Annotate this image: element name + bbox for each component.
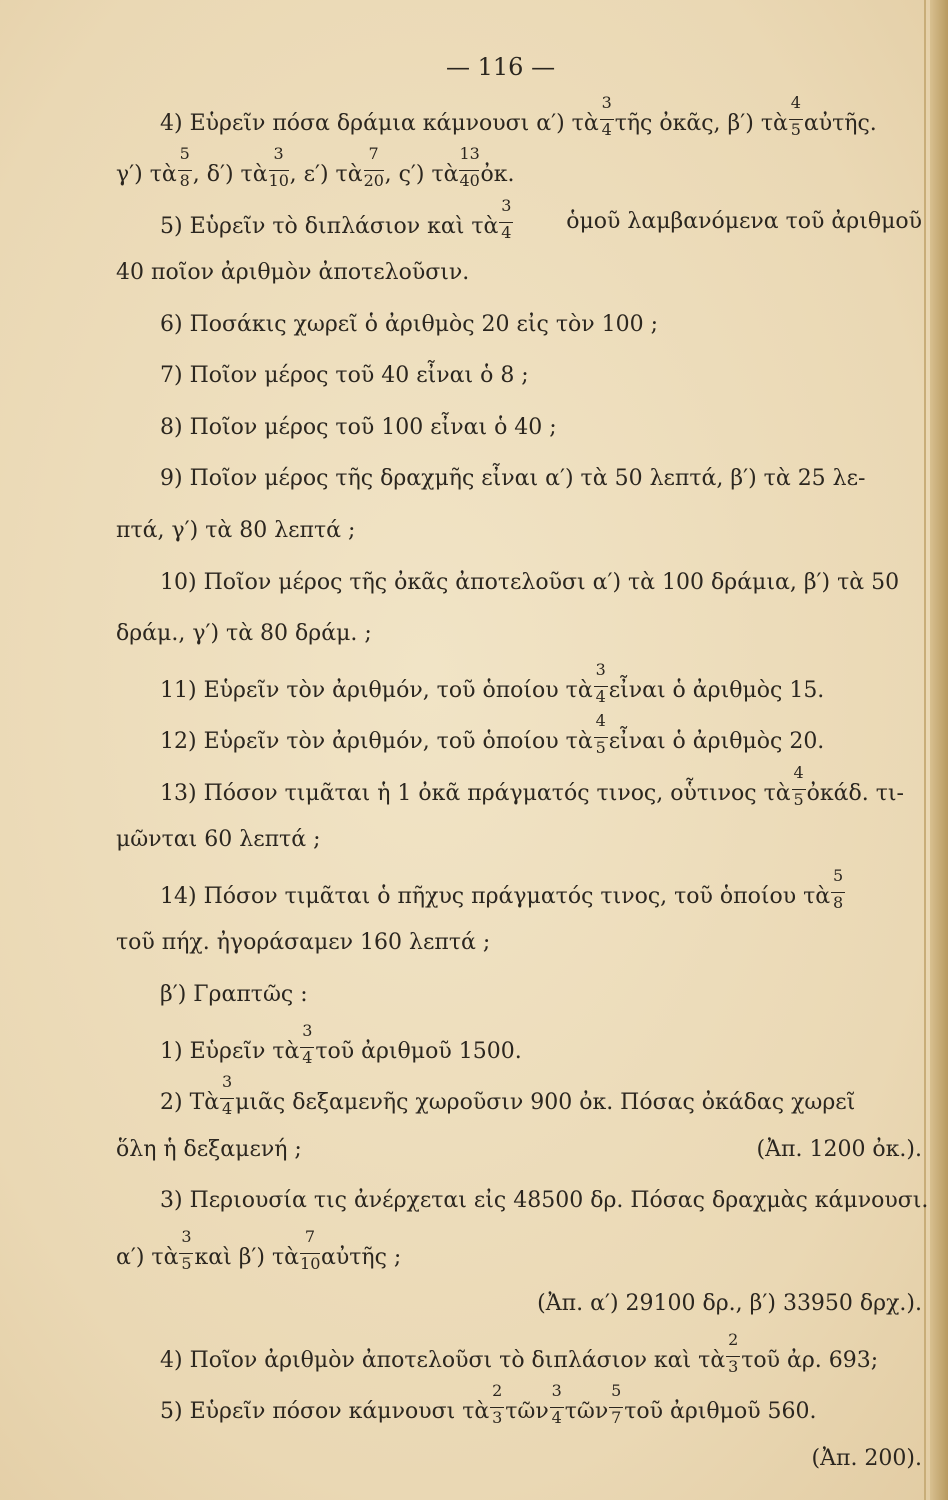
- fraction-2-3: $\frac{2}{3}$: [728, 1330, 739, 1376]
- page-edge-line: [924, 0, 926, 1500]
- fraction-2-3: $\frac{2}{3}$: [492, 1381, 503, 1427]
- text: τῶν: [505, 1399, 549, 1424]
- answer: (Ἀπ. α′) 29100 δρ., β′) 33950 δρχ.).: [537, 1291, 922, 1316]
- fraction-3-4: $\frac{3}{4}$: [595, 660, 606, 706]
- section-heading-written: β′) Γραπτῶς :: [160, 982, 308, 1007]
- text: α′) τὰ: [116, 1245, 179, 1270]
- text: ὁμοῦ λαμβανόμενα τοῦ ἀριθμοῦ: [566, 209, 922, 234]
- exercise-10-line-1: 10) Ποῖον μέρος τῆς ὀκᾶς ἀποτελοῦσι α′) τὰ 100 δράμια, β′) τὰ 50: [160, 570, 900, 595]
- written-exercise-3-line-1: 3) Περιουσία τις ἀνέρχεται εἰς 48500 δρ. Πόσας δραχμὰς κάμνουσι.: [160, 1188, 929, 1213]
- exercise-9-line-1: 9) Ποῖον μέρος τῆς δραχμῆς εἶναι α′) τὰ 50 λεπτά, β′) τὰ 25 λε-: [160, 466, 866, 491]
- fraction-5-8: $\frac{5}{8}$: [179, 144, 190, 190]
- fraction-5-7: $\frac{5}{7}$: [611, 1381, 622, 1427]
- text: τοῦ ἀριθμοῦ 560.: [624, 1399, 817, 1424]
- written-exercise-3-line-2: [116, 1227, 402, 1273]
- exercise-14-line-1: [160, 866, 846, 912]
- text: μιᾶς δεξαμενῆς χωροῦσιν 900 ὀκ. Πόσας ὀκάδας χωρεῖ: [235, 1090, 856, 1115]
- text: αὐτῆς ;: [321, 1245, 402, 1270]
- fraction-4-5: $\frac{4}{5}$: [793, 763, 804, 809]
- text: γ′) τὰ: [116, 162, 177, 187]
- exercise-6: 6) Ποσάκις χωρεῖ ὁ ἀριθμὸς 20 εἰς τὸν 100 ;: [160, 312, 659, 337]
- text: αὐτῆς.: [803, 111, 877, 136]
- fraction-3-4: $\frac{3}{4}$: [222, 1072, 233, 1118]
- fraction-3-5: $\frac{3}{5}$: [181, 1227, 192, 1273]
- fraction-7-20: $\frac{7}{20}$: [363, 144, 384, 190]
- page-edge: [930, 0, 948, 1500]
- exercise-14-line-2: τοῦ πήχ. ἠγοράσαμεν 160 λεπτά ;: [116, 930, 491, 955]
- fraction-3-4: $\frac{3}{4}$: [302, 1021, 313, 1067]
- fraction-4-5: $\frac{4}{5}$: [595, 711, 606, 757]
- text: 5) Εὑρεῖν τὸ διπλάσιον καὶ τὰ: [160, 214, 499, 239]
- written-exercise-4: [160, 1330, 879, 1376]
- fraction-13-40: $\frac{13}{40}$: [459, 144, 480, 190]
- text: ὅλη ἡ δεξαμενή ;: [116, 1137, 302, 1162]
- fraction-5-8: $\frac{5}{8}$: [833, 866, 844, 912]
- fraction-3-4: $\frac{3}{4}$: [551, 1381, 562, 1427]
- text: , ε′) τὰ: [289, 162, 363, 187]
- fraction-4-5: $\frac{4}{5}$: [790, 93, 801, 139]
- written-exercise-5: [160, 1381, 817, 1427]
- exercise-13-line-1: [160, 763, 904, 809]
- fraction-3-4: $\frac{3}{4}$: [601, 93, 612, 139]
- text: τοῦ ἀρ. 693;: [741, 1348, 879, 1373]
- written-exercise-2-line-2: [116, 1139, 922, 1161]
- text: , δ′) τὰ: [192, 162, 268, 187]
- exercise-4-line-2: [116, 144, 515, 190]
- text: 2) Τὰ: [160, 1090, 220, 1115]
- text: τῶν: [564, 1399, 609, 1424]
- text: 4) Ποῖον ἀριθμὸν ἀποτελοῦσι τὸ διπλάσιον καὶ τὰ: [160, 1348, 726, 1373]
- text: 11) Εὑρεῖν τὸν ἀριθμόν, τοῦ ὁποίου τὰ: [160, 678, 593, 703]
- answer: (Ἀπ. 1200 ὀκ.).: [756, 1137, 922, 1162]
- text: 5) Εὑρεῖν πόσον κάμνουσι τὰ: [160, 1399, 490, 1424]
- text: εἶναι ὁ ἀριθμὸς 15.: [608, 678, 825, 703]
- text: τῆς ὀκᾶς, β′) τὰ: [614, 111, 788, 136]
- answer: (Ἀπ. 200).: [811, 1446, 922, 1471]
- exercise-5-line-2: 40 ποῖον ἀριθμὸν ἀποτελοῦσιν.: [116, 260, 470, 285]
- exercise-10-line-2: δράμ., γ′) τὰ 80 δράμ. ;: [116, 621, 372, 646]
- text: 1) Εὑρεῖν τὰ: [160, 1039, 300, 1064]
- text: καὶ β′) τὰ: [194, 1245, 300, 1270]
- text: τοῦ ἀριθμοῦ 1500.: [315, 1039, 522, 1064]
- fraction-3-10: $\frac{3}{10}$: [268, 144, 289, 190]
- text: εἶναι ὁ ἀριθμὸς 20.: [608, 729, 825, 754]
- text: 12) Εὑρεῖν τὸν ἀριθμόν, τοῦ ὁποίου τὰ: [160, 729, 593, 754]
- exercise-11: [160, 660, 825, 706]
- exercise-9-line-2: πτά, γ′) τὰ 80 λεπτά ;: [116, 518, 356, 543]
- page-number: — 116 —: [446, 53, 556, 81]
- fraction-3-4: $\frac{3}{4}$: [501, 196, 512, 242]
- exercise-5-line-1: [160, 196, 922, 242]
- exercise-13-line-2: μῶνται 60 λεπτά ;: [116, 827, 321, 852]
- text: 4) Εὑρεῖν πόσα δράμια κάμνουσι α′) τὰ: [160, 111, 599, 136]
- text: ὀκάδ. τι-: [806, 781, 904, 806]
- written-exercise-2-line-1: [160, 1072, 856, 1118]
- exercise-4-line-1: [160, 93, 877, 139]
- fraction-7-10: $\frac{7}{10}$: [300, 1227, 321, 1273]
- text: ὀκ.: [480, 162, 515, 187]
- text: , ς′) τὰ: [384, 162, 459, 187]
- exercise-8: 8) Ποῖον μέρος τοῦ 100 εἶναι ὁ 40 ;: [160, 415, 557, 440]
- exercise-12: [160, 711, 825, 757]
- text: 14) Πόσον τιμᾶται ὁ πῆχυς πράγματός τινος, τοῦ ὁποίου τὰ: [160, 884, 831, 909]
- text: 13) Πόσον τιμᾶται ἡ 1 ὀκᾶ πράγματός τινος, οὗτινος τὰ: [160, 781, 791, 806]
- written-exercise-1: [160, 1021, 522, 1067]
- exercise-7: 7) Ποῖον μέρος τοῦ 40 εἶναι ὁ 8 ;: [160, 363, 529, 388]
